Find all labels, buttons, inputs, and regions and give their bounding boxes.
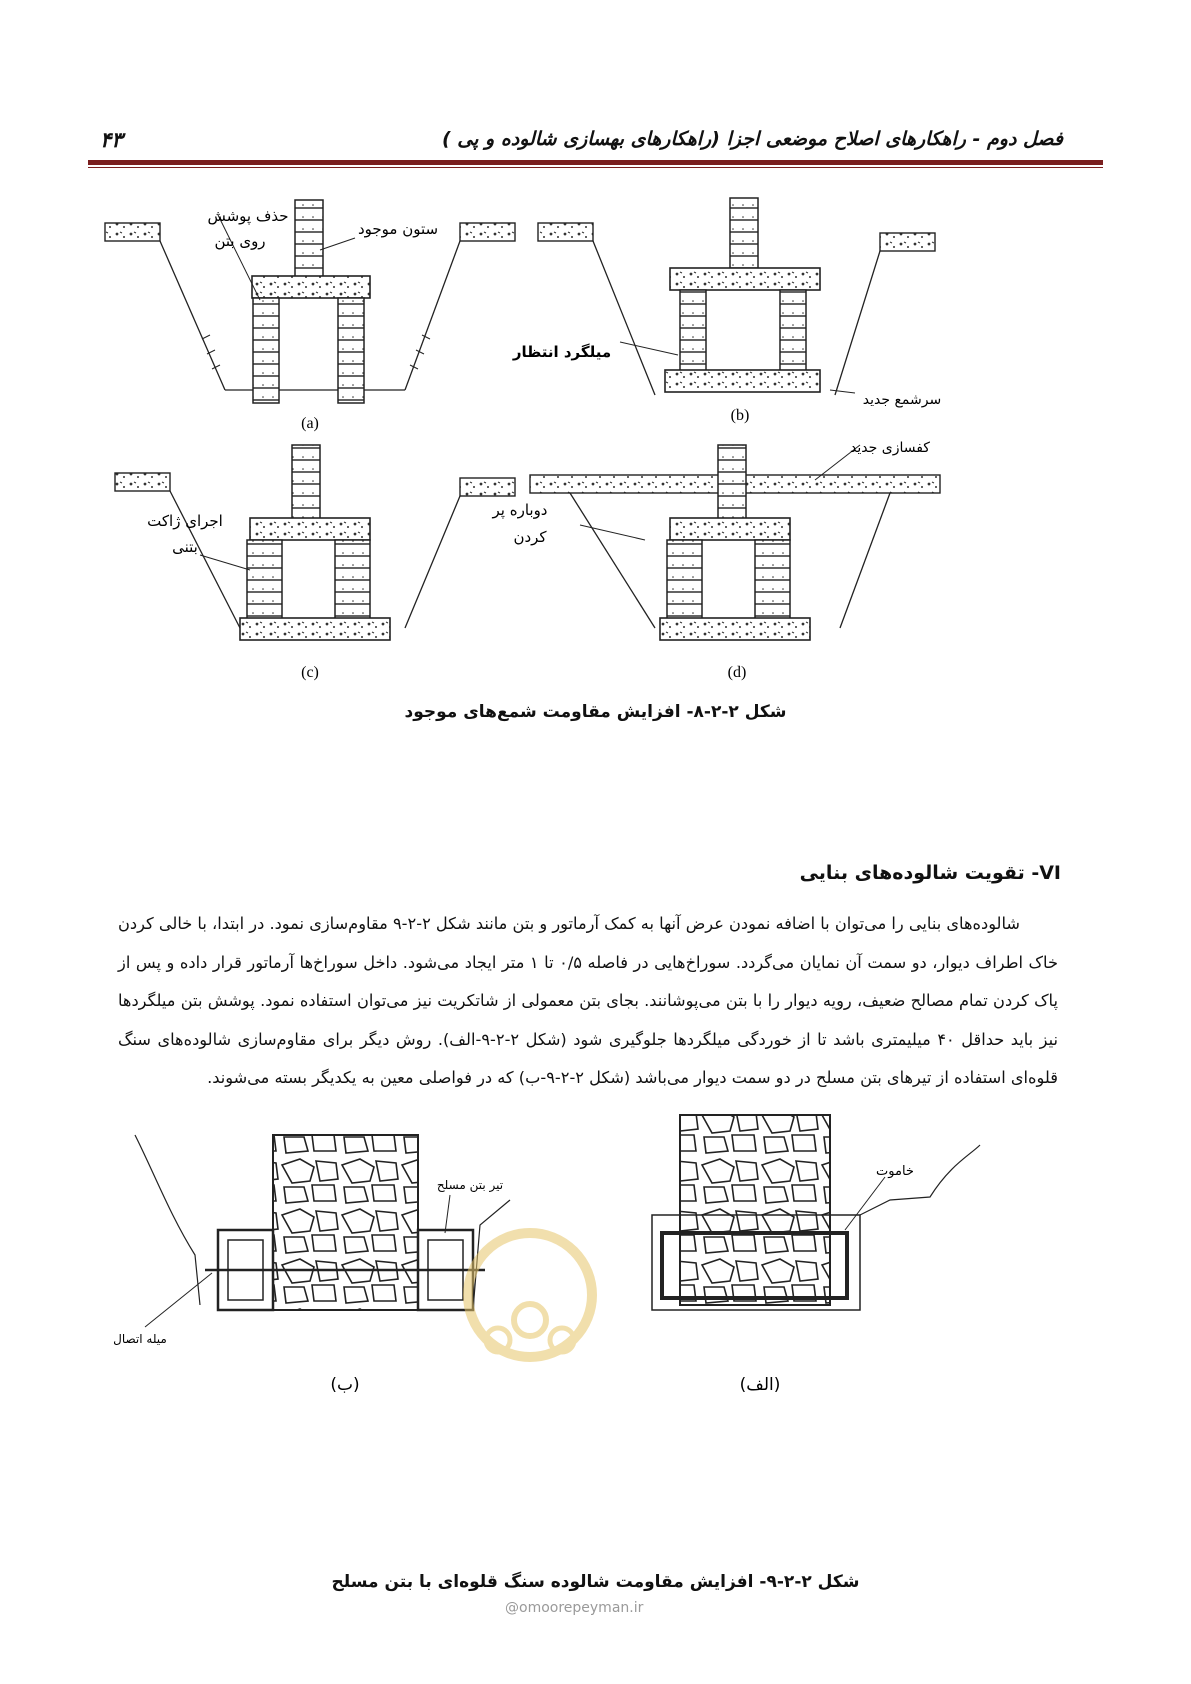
label-concrete-jacket: اجرای ژاکت [147, 512, 223, 530]
label-rc-beam: تیر بتن مسلح [436, 1178, 504, 1192]
label-remove-cover-2: روی بتن [214, 232, 266, 250]
watermark-url: @omoorepeyman.ir [505, 1600, 644, 1616]
figure-2-caption: شکل ۲-۲-۹- افزایش مقاومت شالوده سنگ قلوه‌ای با بتن مسلح [331, 1572, 860, 1592]
header-rule-thin [88, 167, 1103, 168]
label-panel-b: (ب) [330, 1375, 360, 1395]
label-stirrup: خاموت [876, 1164, 914, 1179]
figure-1-caption: شکل ۲-۲-۸- افزایش مقاومت شمع‌های موجود [404, 702, 787, 722]
panel-a-label: (a) [301, 415, 319, 432]
panel-c [115, 445, 515, 681]
panel-d [492, 440, 941, 681]
panel-a [105, 200, 515, 432]
label-panel-alef: (الف) [739, 1375, 781, 1395]
label-new-cap: سرشمع جدید [862, 392, 942, 408]
figure-pile-strengthening [100, 190, 960, 700]
label-dowel: میلگرد انتظار [512, 343, 612, 361]
label-concrete-jacket-2: بتنی [172, 538, 198, 556]
label-refill: دوباره پر [492, 501, 548, 519]
panel-b-label: (b) [730, 407, 750, 424]
panel-b-drawing [113, 1135, 510, 1395]
section-paragraph [118, 905, 1058, 1098]
header-rule-thick [88, 160, 1103, 165]
panel-c-label: (c) [301, 664, 319, 681]
page-number: ۴۳ [100, 128, 123, 152]
label-remove-cover: حذف پوشش [207, 207, 289, 225]
label-new-floor: کفسازی جدید [850, 440, 930, 456]
figure-masonry-footing [100, 1105, 1000, 1405]
panel-b [512, 198, 941, 424]
label-refill-2: کردن [513, 528, 547, 546]
watermark-seal [468, 1233, 592, 1357]
label-existing-column: ستون موجود [357, 220, 439, 238]
label-tie-rod: میله اتصال [113, 1332, 167, 1346]
section-heading: VI- تقویت شالوده‌های بنایی [799, 862, 1061, 884]
panel-alef-drawing [652, 1115, 980, 1395]
paragraph-text: شالوده‌های بنایی را می‌توان با اضافه نمودن عرض آنها به کمک آرماتور و بتن مانند شکل ۲-۲-۹ مقاوم‌سازی نمود. در ابتدا، با خالی کردن خاک اطراف دیوار، دو سمت آن نمایان می‌گردد. سوراخ‌هایی در فاصله ۰/۵ تا ۱ متر ایجاد می‌شود. داخل سوراخ‌ها آرماتور قرار داده و پس از پاک کردن تمام مصالح ضعیف، رویه دیوار را با بتن می‌پوشانند. بجای بتن معمولی از شاتکریت نیز می‌توان استفاده نمود. پوشش بتن میلگردها نیز باید حداقل ۴۰ میلیمتری باشد تا از خوردگی میلگردها جلوگیری شود (شکل ۲-۲-۹-الف). روش دیگر برای مقاوم‌سازی شالوده‌های سنگ قلوه‌ای استفاده از تیرهای بتن مسلح در دو سمت دیوار می‌باشد (شکل ۲-۲-۹-ب) که در فواصلی معین به یکدیگر بسته می‌شوند. [118, 914, 1058, 1087]
panel-d-label: (d) [727, 664, 747, 681]
running-header-title: فصل دوم - راهکارهای اصلاح موضعی اجزا (راهکارهای بهسازی شالوده و پی ) [442, 128, 1063, 150]
